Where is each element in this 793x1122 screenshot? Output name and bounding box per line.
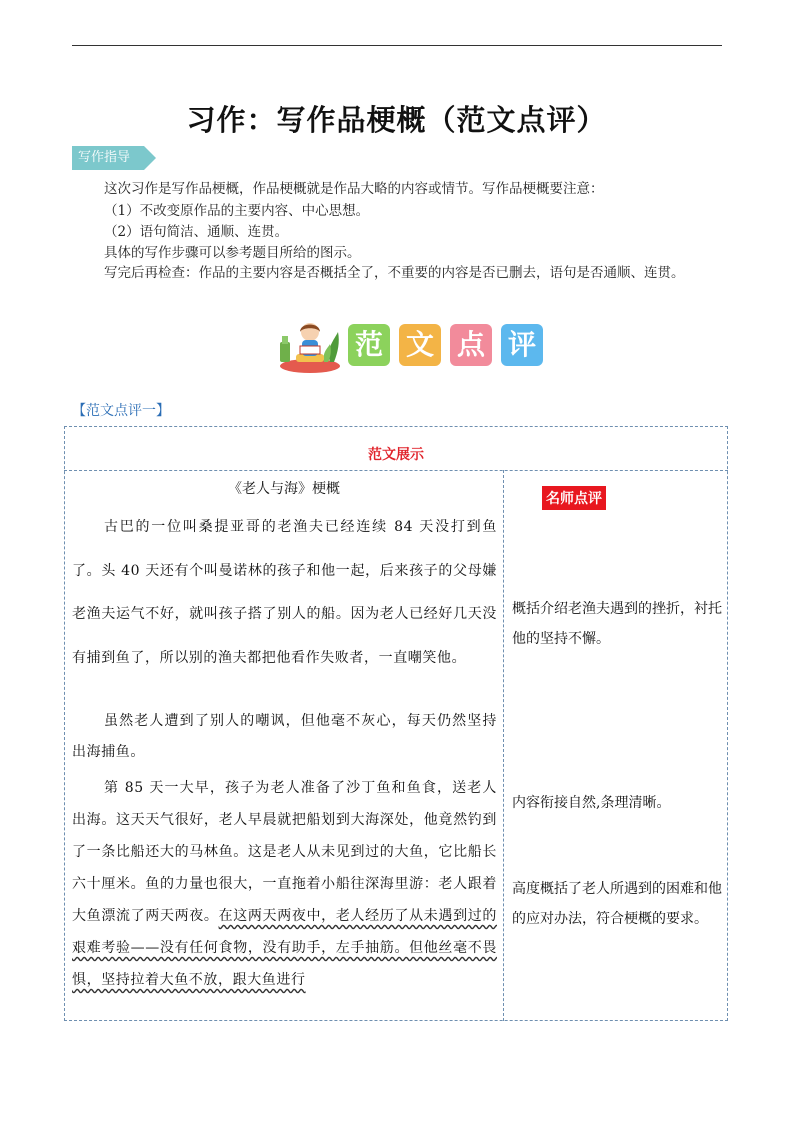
section-label: 【范文点评一】: [72, 403, 170, 419]
table-header-divider: [64, 470, 728, 471]
banner-char-dian: 点: [450, 324, 492, 366]
banner-char-fan: 范: [348, 324, 390, 366]
essay-paragraph-3-text: 第 85 天一大早，孩子为老人准备了沙丁鱼和鱼食，送老人出海。这天天气很好，老人早晨就把船划到大海深处，他竟然钓到了一条比船还大的马林鱼。这是老人从未见到过的大鱼，它比船长六十厘米。鱼的力量也很大，一直拖着小船往深海里游：老人跟着大鱼漂流了两天两夜。: [72, 780, 497, 924]
table-column-divider: [503, 470, 504, 1021]
guide-steps-note: 具体的写作步骤可以参考题目所给的图示。: [104, 245, 361, 261]
guide-point-1: （1）不改变原作品的主要内容、中心思想。: [104, 203, 370, 219]
header-rule: [72, 45, 722, 46]
essay-paragraph-2: 虽然老人遭到了别人的嘲讽，但他毫不灰心，每天仍然坚持出海捕鱼。: [72, 713, 497, 760]
page-title: 习作：写作品梗概（范文点评）: [186, 103, 607, 137]
guide-point-2: （2）语句简洁、通顺、连贯。: [104, 224, 289, 240]
writing-guide-badge: 写作指导: [72, 146, 144, 170]
banner-char-wen: 文: [399, 324, 441, 366]
comment-3: 高度概括了老人所遇到的困难和他的应对办法，符合梗概的要求。: [512, 881, 722, 927]
comment-1: 概括介绍老渔夫遇到的挫折，衬托他的坚持不懈。: [512, 601, 722, 647]
essay-paragraph-1: 古巴的一位叫桑提亚哥的老渔夫已经连续 84 天没打到鱼了。头 40 天还有个叫曼诺林的孩子和他一起，后来孩子的父母嫌老渔夫运气不好，就叫孩子搭了别人的船。因为老人已经好几天没有捕到鱼了，所以别的渔夫都把他看作失败者，一直嘲笑他。: [72, 519, 497, 666]
guide-checklist: 写完后再检查：作品的主要内容是否概括全了，不重要的内容是否已删去，语句是否通顺、连贯。: [104, 265, 685, 281]
comment-2: 内容衔接自然,条理清晰。: [512, 795, 671, 811]
essay-paragraph-3: [72, 772, 497, 996]
essay-title: 《老人与海》梗概: [228, 481, 340, 497]
essay-highlighted-text: 在这两天两夜中，老人经历了从未遇到过的艰难考验——没有任何食物，没有助手，左手抽筋。但他丝毫不畏惧，坚持拉着大鱼不放，跟大鱼进行: [72, 908, 498, 988]
teacher-comment-tag: 名师点评: [542, 486, 606, 510]
banner-char-ping: 评: [501, 324, 543, 366]
reading-child-illustration: [278, 318, 342, 374]
showcase-header: 范文展示: [368, 447, 424, 463]
guide-paragraph: 这次习作是写作品梗概，作品梗概就是作品大略的内容或情节。写作品梗概要注意：: [104, 181, 604, 197]
model-essay-banner: [278, 318, 548, 374]
